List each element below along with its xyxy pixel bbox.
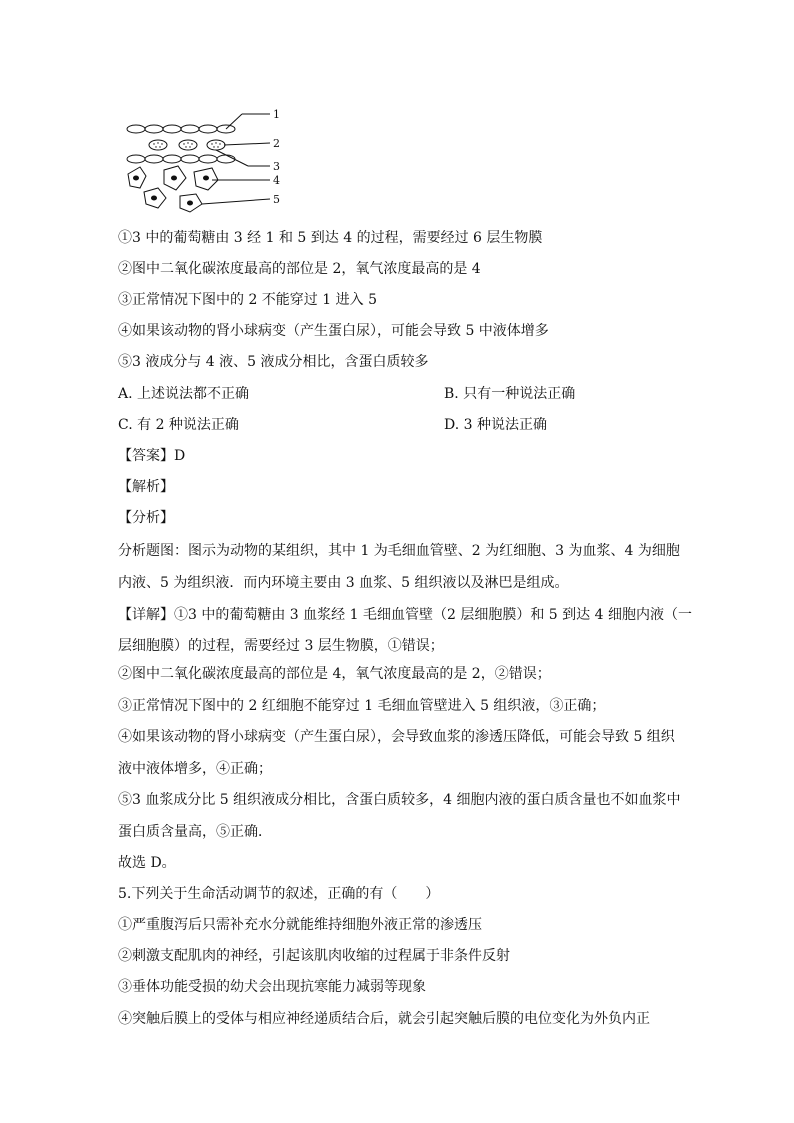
detail-line-1: 【详解】①3 中的葡萄糖由 3 血浆经 1 毛细血管壁（2 层细胞膜）和 5 到达 4 细胞内液（一 — [118, 607, 692, 623]
capillary-wall-top — [127, 125, 235, 133]
detail-line-7: ⑤3 血浆成分比 5 组织液成分相比，含蛋白质较多，4 细胞内液的蛋白质含量也不如血浆中 — [118, 792, 681, 808]
detail-line-9: 故选 D。 — [118, 855, 176, 871]
red-blood-cells — [149, 140, 225, 150]
detail-line-5: ④如果该动物的肾小球病变（产生蛋白尿），会导致血浆的渗透压降低，可能会导致 5 组织 — [118, 729, 675, 745]
question-5-item-4: ④突触后膜上的受体与相应神经递质结合后，就会引起突触后膜的电位变化为外负内正 — [118, 1011, 650, 1027]
fenxi-line-1: 分析题图：图示为动物的某组织，其中 1 为毛细血管壁、2 为红细胞、3 为血浆、4 为细胞 — [118, 543, 680, 559]
diagram-label-1: 1 — [273, 108, 280, 121]
detail-line-2: 层细胞膜）的过程，需要经过 3 层生物膜，①错误； — [118, 638, 444, 654]
answer-line: 【答案】D — [118, 448, 186, 464]
diagram-label-4: 4 — [273, 174, 280, 187]
statement-1: ①3 中的葡萄糖由 3 经 1 和 5 到达 4 的过程，需要经过 6 层生物膜 — [118, 230, 543, 246]
fenxi-line-2: 内液、5 为组织液．而内环境主要由 3 血浆、5 组织液以及淋巴是组成。 — [118, 575, 569, 591]
option-a: A. 上述说法都不正确 — [118, 386, 250, 402]
statement-2: ②图中二氧化碳浓度最高的部位是 2，氧气浓度最高的是 4 — [118, 261, 481, 277]
diagram-labels — [273, 108, 280, 206]
question-5-item-3: ③垂体功能受损的幼犬会出现抗寒能力减弱等现象 — [118, 979, 426, 995]
statement-5: ⑤3 液成分与 4 液、5 液成分相比，含蛋白质较多 — [118, 354, 429, 370]
leader-lines — [202, 114, 270, 204]
diagram-label-5: 5 — [273, 193, 280, 206]
capillary-wall-bottom — [127, 155, 235, 163]
analysis-header: 【解析】 — [118, 479, 174, 495]
diagram-label-3: 3 — [273, 160, 280, 173]
diagram-label-2: 2 — [273, 137, 280, 150]
question-5-title: 5.下列关于生命活动调节的叙述，正确的有（ ） — [118, 886, 440, 902]
option-c: C. 有 2 种说法正确 — [118, 417, 239, 433]
question-5-item-2: ②刺激支配肌肉的神经，引起该肌肉收缩的过程属于非条件反射 — [118, 948, 510, 964]
detail-line-3: ②图中二氧化碳浓度最高的部位是 4，氧气浓度最高的是 2，②错误； — [118, 666, 551, 682]
statement-3: ③正常情况下图中的 2 不能穿过 1 进入 5 — [118, 292, 377, 308]
option-b: B. 只有一种说法正确 — [444, 386, 576, 402]
detail-line-8: 蛋白质含量高，⑤正确． — [118, 824, 272, 840]
statement-4: ④如果该动物的肾小球病变（产生蛋白尿），可能会导致 5 中液体增多 — [118, 323, 549, 339]
question-5-item-1: ①严重腹泻后只需补充水分就能维持细胞外液正常的渗透压 — [118, 917, 482, 933]
tissue-cells — [128, 166, 218, 212]
detail-line-4: ③正常情况下图中的 2 红细胞不能穿过 1 毛细血管壁进入 5 组织液，③正确； — [118, 698, 606, 714]
tissue-diagram — [120, 104, 290, 216]
detail-line-6: 液中液体增多，④正确； — [118, 761, 272, 777]
option-d: D. 3 种说法正确 — [444, 417, 547, 433]
fenxi-header: 【分析】 — [118, 510, 174, 526]
